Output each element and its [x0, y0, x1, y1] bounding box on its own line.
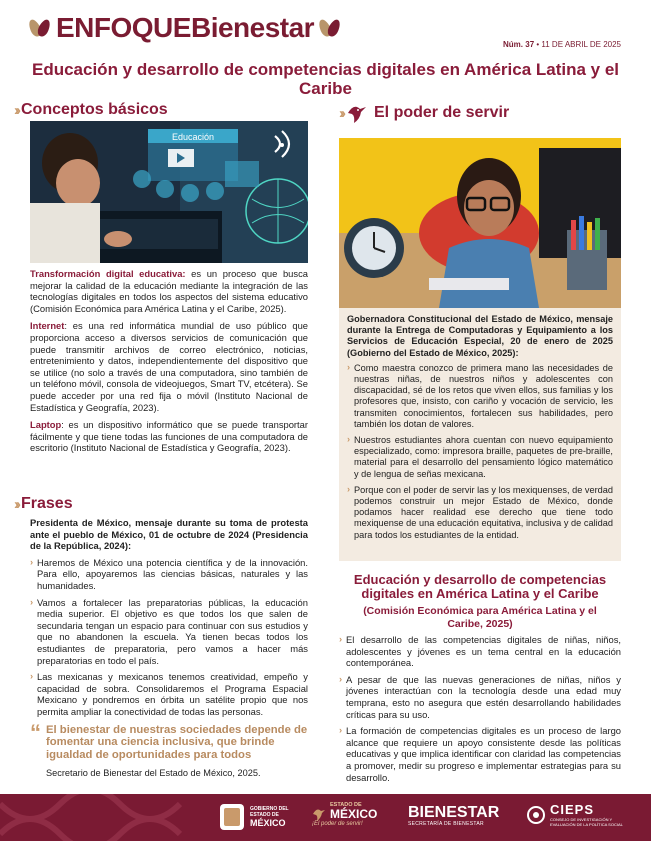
gobernadora-quote-box	[339, 308, 621, 561]
issue-date: • 11 DE ABRIL DE 2025	[536, 40, 621, 49]
frase-item: › Vamos a fortalecer las preparatorias públicas, la educación media superior. El objetivo es que todos los que salen de secundaria tengan un espacio para continuar con sus estudios y que no abandonen la escuela. Ya tienen becas todos los estudiantes de preparatoria, pero vamos a hacer más preparatorias en todo el país.	[30, 597, 308, 667]
concept-item: Laptop: es un dispositivo informático que se puede transportar fácilmente y que tiene todas las funciones de una computadora de escritorio (Instituto Nacional de Estadística y Geografía, 2023).	[30, 419, 308, 454]
issue-info	[503, 40, 621, 49]
cieps-emblem-icon	[526, 805, 546, 825]
bienestar-logo: BIENESTAR SECRETARÍA DE BIENESTAR	[408, 804, 500, 827]
leaf-icon	[28, 16, 52, 40]
issue-number: Núm. 37	[503, 40, 535, 49]
edomex-poder-logo: ESTADO DE MÉXICO ¡El poder de servir!	[312, 802, 378, 827]
frases-list	[30, 517, 308, 723]
hummingbird-icon	[346, 101, 368, 125]
gob-edomex-text: GOBIERNO DEL ESTADO DE MÉXICO	[250, 806, 289, 828]
gob-edomex-logo	[218, 802, 246, 837]
quote-box-item: › Nuestros estudiantes ahora cuentan con nuevo equipamiento especializado, como: impresora braille, paquetes de pre-braille, material para el desarrollo del pensamiento lógico matemático y de lengua de señas mexicana.	[347, 435, 613, 480]
frase-item: › Haremos de México una potencia científica y de la innovación. Para ello, apoyaremos las ciencias básicas, naturales y las humanidades.	[30, 557, 308, 592]
frase-item: › Las mexicanas y mexicanos tenemos creatividad, empeño y capacidad de sobra. Consolidaremos el Programa Espacial Mexicano y pondremos en órbita un satélite propio que nos permita ampliar la conectividad de todas las personas.	[30, 671, 308, 717]
leaf-icon	[318, 16, 342, 40]
cieps-logo: CIEPS CONSEJO DE INVESTIGACIÓN Y EVALUACIÓN DE LA POLÍTICA SOCIAL	[526, 803, 623, 827]
child-laptop-illustration	[30, 121, 308, 263]
svg-text:Educación: Educación	[171, 132, 215, 142]
newsletter-logo: ENFOQUE Bienestar	[28, 12, 342, 44]
conceptos-heading: ›› Conceptos básicos	[14, 101, 168, 119]
frases-lead: Presidenta de México, mensaje durante su toma de protesta ante el pueblo de México, 01 de octubre de 2024 (Presidencia de la República, 2024):	[30, 517, 308, 552]
quote-mark-icon: “	[30, 720, 41, 745]
quote-box-item: › Porque con el poder de servir las y los mexiquenses, de verdad podemos construir un mejor Estado de México, donde podamos hacer realidad ese derecho que tiene todo mexiquense de una educación equitativa, inclusiva y de calidad para todos los estudiantes de la entidad.	[347, 485, 613, 541]
chevron-icon: ››	[14, 495, 18, 513]
chevron-icon: ››	[339, 104, 343, 122]
concept-item: Internet: es una red informática mundial de uso público que proporciona acceso a diversos servicios de comunicación que puede transmitir archivos de correo electrónico, noticias, entretenimiento y datos, independientemente del dispositivo que se utilice (no solo a través de una computadora, sino también de un teléfono móvil, consola de videojuegos, Smart TV, etcétera). Se puede acceder por una red fija o móvil (Instituto Nacional de Estadística y Geografía, 2023).	[30, 320, 308, 413]
girl-computer-illustration	[339, 138, 621, 308]
section-subtitle: Educación y desarrollo de competencias digitales en América Latina y el Caribe	[353, 572, 607, 601]
frases-heading: ›› Frases	[14, 495, 73, 513]
page-title: Educación y desarrollo de competencias digitales en América Latina y el Caribe	[31, 60, 620, 98]
competencias-item: › El desarrollo de las competencias digitales de niñas, niños, adolescentes y jóvenes es un tema central en la educación contemporánea.	[339, 634, 621, 669]
concepts-list	[30, 268, 308, 460]
pull-quote-text: El bienestar de nuestras sociedades depende de fomentar una ciencia inclusiva, que brinde igualdad de oportunidades para todos	[46, 724, 308, 761]
quote-box-lead: Gobernadora Constitucional del Estado de México, mensaje durante la Entrega de Computadoras y Equipamiento a los Servicios de Educación Especial, 20 de enero de 2025 (Gobierno del Estado de México, 2025):	[347, 314, 613, 358]
concept-item: Transformación digital educativa: es un proceso que busca mejorar la calidad de la educación mediante la integración de las tecnologías digitales en todos los aspectos del sistema educativo (Comisión Económica para América Latina y el Caribe, 2025).	[30, 268, 308, 314]
header	[0, 0, 651, 56]
competencias-list	[339, 634, 621, 788]
hummingbird-icon	[312, 806, 326, 822]
footer	[0, 794, 651, 841]
section-source: (Comisión Económica para América Latina y el Caribe, 2025)	[363, 605, 597, 630]
girl-computer-image	[339, 138, 621, 308]
coat-of-arms-icon	[218, 802, 246, 832]
competencias-item: › A pesar de que las nuevas generaciones de niñas, niños y jóvenes interactúan con la tecnología desde una edad muy temprana, esto no asegura que estén desarrollando habilidades críticas para su uso.	[339, 674, 621, 720]
pull-quote	[30, 720, 308, 779]
competencias-item: › La formación de competencias digitales es un proceso de largo alcance que requiere un apoyo consistente desde las políticas educativas y que implica identificar con claridad las competencias a promover, medir su progreso e implementar estrategias para su desarrollo.	[339, 725, 621, 783]
pull-quote-attribution: Secretario de Bienestar del Estado de México, 2025.	[46, 768, 261, 779]
child-laptop-image	[30, 121, 308, 263]
poder-heading: ›› El poder de servir	[339, 101, 509, 125]
chevron-icon: ››	[14, 101, 18, 119]
quote-box-item: › Como maestra conozco de primera mano las necesidades de nuestras niñas, de nuestros niños y adolescentes con discapacidad, sé de los retos que viven ellos, sus familias y los profesores que, insisto, con cariño y vocación de servicio, les transmiten conocimientos, fortalecen sus habilidades, pero también los dotan de valores.	[347, 363, 613, 430]
